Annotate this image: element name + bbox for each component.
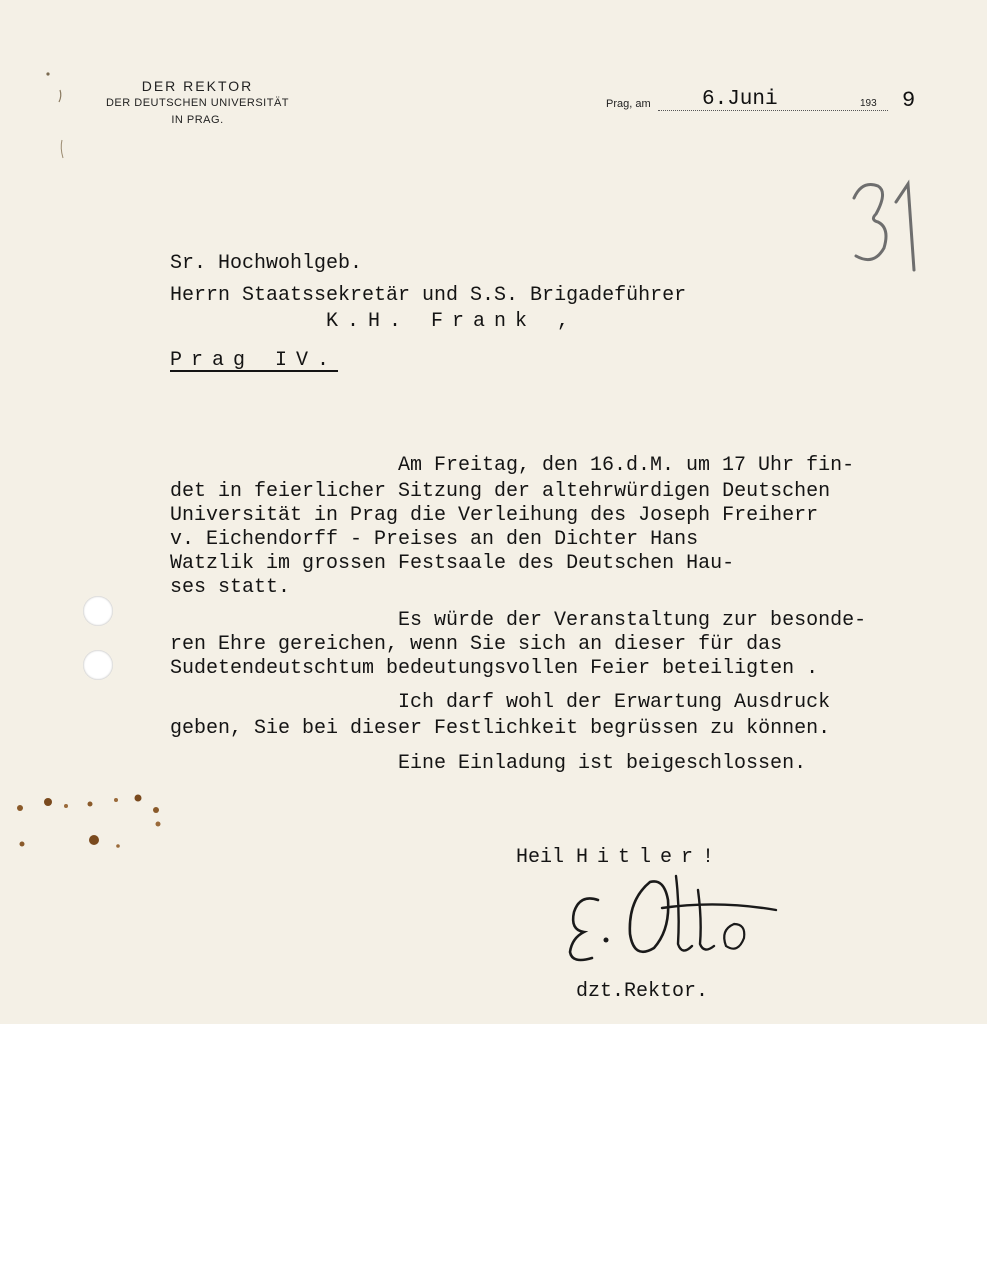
- address-salutation: Sr. Hochwohlgeb.: [170, 252, 363, 275]
- letterhead-title: DER REKTOR: [141, 78, 254, 94]
- letterhead-institution: DER DEUTSCHEN UNIVERSITÄT: [105, 97, 290, 109]
- dateline-year-digit: 9: [902, 88, 916, 113]
- body-line: Sudetendeutschtum bedeutungsvollen Feier beteiligten .: [170, 657, 819, 680]
- body-line: Universität in Prag die Verleihung des Joseph Freiherr: [170, 504, 819, 527]
- closing-greeting-name: Hitler!: [576, 846, 724, 869]
- body-line: Watzlik im grossen Festsaale des Deutschen Hau-: [170, 552, 735, 575]
- pencil-annotation-text: 31: [848, 278, 849, 279]
- body-line: ren Ehre gereichen, wenn Sie sich an dieser für das: [170, 633, 783, 656]
- address-name: K.H. Frank ,: [326, 310, 579, 333]
- dateline: [606, 88, 926, 118]
- rust-stain: [8, 790, 178, 860]
- body-line: Es würde der Veranstaltung zur besonde-: [398, 609, 867, 632]
- letterhead: [80, 78, 315, 129]
- dateline-day: 6.Juni: [702, 88, 778, 111]
- body-line: Am Freitag, den 16.d.M. um 17 Uhr fin-: [398, 454, 855, 477]
- dateline-year-prefix: 193: [860, 98, 877, 109]
- closing-title: dzt.Rektor.: [576, 980, 709, 1003]
- body-line: geben, Sie bei dieser Festlichkeit begrüssen zu können.: [170, 717, 831, 740]
- signature-text: E. Otto: [558, 968, 561, 969]
- body-line: ses statt.: [170, 576, 291, 599]
- body-line: v. Eichendorff - Preises an den Dichter Hans: [170, 528, 699, 551]
- punch-hole: [83, 596, 113, 626]
- closing-greeting-word: Heil: [516, 846, 565, 869]
- margin-mark: [40, 70, 70, 170]
- body-line: Ich darf wohl der Erwartung Ausdruck: [398, 691, 831, 714]
- dateline-prefix: Prag, am: [606, 98, 651, 110]
- body-line: det in feierlicher Sitzung der altehrwürdigen Deutschen: [170, 480, 831, 503]
- address-city: Prag IV.: [170, 349, 339, 372]
- punch-hole: [83, 650, 113, 680]
- letterhead-city: IN PRAG.: [171, 114, 224, 126]
- pencil-annotation: [848, 170, 928, 280]
- body-line: Eine Einladung ist beigeschlossen.: [398, 752, 807, 775]
- signature: [558, 860, 788, 970]
- address-line1: Herrn Staatssekretär und S.S. Brigadeführer: [170, 284, 687, 307]
